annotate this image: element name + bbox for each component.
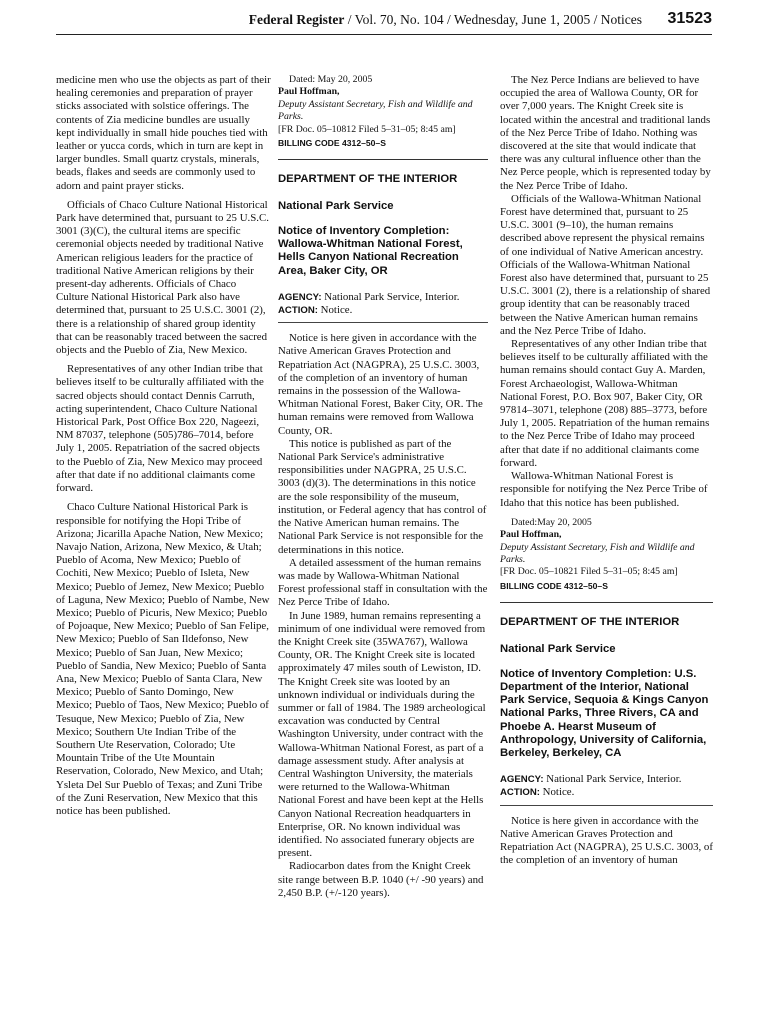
- fr-doc-line: [FR Doc. 05–10812 Filed 5–31–05; 8:45 am]: [278, 123, 456, 135]
- action-value: Notice.: [539, 786, 575, 799]
- billing-code: BILLING CODE 4312–50–S: [278, 138, 386, 149]
- paragraph: Radiocarbon dates from the Knight Creek site range between B.P. 1040 (+/ -90 years) and 2,450 B.P. (+/-120 years).: [278, 860, 484, 899]
- signer-name: Paul Hoffman,: [278, 86, 340, 98]
- agency-value: National Park Service, Interior.: [321, 290, 460, 303]
- field-divider: [500, 805, 713, 806]
- agency-label: AGENCY:: [500, 774, 544, 786]
- field-divider: [278, 322, 488, 323]
- journal-title: Federal Register: [248, 12, 345, 27]
- section-divider: [278, 159, 488, 160]
- signer-title: Deputy Assistant Secretary, Fish and Wildlife and Parks.: [278, 98, 473, 123]
- paragraph: The Nez Perce Indians are believed to have occupied the area of Wallowa County, OR for over 7,000 years. The Knight Creek site is located within the ancestral and traditional lands of the Nez Perce Tribe of Idaho. Nothing was discovered at the site that would indicate that there was any cultural influence other than the Nez Perce people, which is represented today by the Nez Perce Tribe of Idaho.: [500, 74, 711, 192]
- paragraph: In June 1989, human remains representing a minimum of one individual were removed from the Knight Creek site (35WA767), Wallowa County, OR. The Knight Creek site is located approximately 47 miles south of Lewiston, ID. The Knight Creek site was looted by an unknown individual or individuals during the summer or fall of 1984. The 1989 archeological excavation was conducted by Central Washington University, under contract with the Wallowa-Whitman National Forest, as part of a damage assessment study. After analysis at Central Washington University, the materials were returned to the Wallowa-Whitman National Forest and have been kept at the Hells Canyon National Recreation headquarters in Enterprise, OR. No known individual was identified. No associated funerary objects are present.: [278, 609, 486, 860]
- paragraph: Representatives of any other Indian tribe that believes itself to be culturally affiliated with the sacred objects should contact Dennis Carruth, acting superintendent, Chaco Culture National Historical Park, Post Office Box 220, Nageezi, NM 87037, telephone (505)786–7014, before July 1, 2005. Repatriation of the sacred objects to the Pueblo of Zia, New Mexico may proceed after that date if no additional claimants come forward.: [56, 363, 264, 495]
- agency-label: AGENCY:: [278, 291, 322, 303]
- column-middle: [278, 74, 488, 900]
- action-value: Notice.: [317, 304, 353, 317]
- action-label: ACTION:: [278, 305, 318, 317]
- agency-field: [278, 291, 488, 304]
- notice-title: Notice of Inventory Completion: U.S. Department of the Interior, National Park Service, Sequoia & Kings Canyon National Parks, Three Rivers, CA and Phoebe A. Hearst Museum of Anthropology, University of California, Berkeley, Berkeley, CA: [500, 667, 709, 759]
- paragraph: Wallowa-Whitman National Forest is responsible for notifying the Nez Perce Tribe of Idaho that this notice has been published.: [500, 470, 708, 509]
- fr-doc-line: [FR Doc. 05–10821 Filed 5–31–05; 8:45 am]: [500, 566, 678, 578]
- action-field: [500, 786, 713, 799]
- page-number: 31523: [667, 10, 712, 27]
- paragraph: Officials of the Wallowa-Whitman National Forest have determined that, pursuant to 25 U.S.C. 3001 (9–10), the human remains described above represent the physical remains of one individual of Native American ancestry. Officials of the Wallowa-Whitman National Forest also have determined that, pursuant to 25 U.S.C. 3001 (2), there is a relationship of shared group identity that can be reasonably traced between the Native American human remains and the Nez Perce Tribe of Idaho.: [500, 192, 711, 337]
- paragraph: Representatives of any other Indian tribe that believes itself to be culturally affiliated with the human remains should contact Guy A. Marden, Forest Archaeologist, Wallowa-Whitman National Forest, P.O. Box 907, Baker City, OR 97814–3071, telephone (208) 885–3773, before July 1, 2005. Repatriation of the human remains to the Nez Perce Tribe of Idaho may proceed after that date if no additional claimants come forward.: [500, 338, 710, 469]
- agency-heading: National Park Service: [278, 200, 394, 213]
- paragraph: This notice is published as part of the National Park Service's administrative responsibilities under NAGPRA, 25 U.S.C. 3003 (d)(3). The determinations in this notice are the sole responsibility of the museum, institution, or Federal agency that has control of the Native American human remains. The National Park Service is not responsible for the determinations in this notice.: [278, 437, 487, 556]
- paragraph: Chaco Culture National Historical Park is responsible for notifying the Hopi Tribe of Arizona; Jicarilla Apache Nation, New Mexico; Navajo Nation, Arizona, New Mexico, & Utah; Pueblo of Acoma, New Mexico; Pueblo of Cochiti, New Mexico; Pueblo of Isleta, New Mexico; Pueblo of Jemez, New Mexico; Pueblo of Laguna, New Mexico; Pueblo of Nambe, New Mexico; Pueblo of Picuris, New Mexico; Pueblo of Pojoaque, New Mexico; Pueblo of San Felipe, New Mexico; Pueblo of San Ildefonso, New Mexico; Pueblo of San Juan, New Mexico; Pueblo of Sandia, New Mexico; Pueblo of Santa Ana, New Mexico; Pueblo of Santa Clara, New Mexico; Pueblo of Santo Domingo, New Mexico; Pueblo of Taos, New Mexico; Pueblo of Tesuque, New Mexico; Pueblo of Zia, New Mexico; Southern Ute Indian Tribe of the Southern Ute Reservation, Colorado; Ute Mountain Tribe of the Ute Mountain Reservation, Colorado, New Mexico, and Utah; Ysleta Del Sur Pueblo of Texas; and Zuni Tribe of the Zuni Reservation, New Mexico that this notice has been published.: [56, 501, 270, 817]
- action-label: ACTION:: [500, 787, 540, 799]
- department-heading: DEPARTMENT OF THE INTERIOR: [500, 615, 680, 628]
- signer-title: Deputy Assistant Secretary, Fish and Wildlife and Parks.: [500, 541, 695, 565]
- paragraph: medicine men who use the objects as part of their healing ceremonies and preparation of prayer sticks associated with solstice offerings. The contents of Zia medicine bundles are usually kept individually in small hide pouches tied with leather or yucca cords, which in turn are kept in larger bundles. Small quartz crystals, minerals, beads, flakes and seeds are commonly used to adorn and paint prayer sticks.: [56, 74, 271, 192]
- dated-line: Dated:May 20, 2005: [511, 516, 592, 528]
- paragraph: Notice is here given in accordance with the Native American Graves Protection and Repatriation Act (NAGPRA), 25 U.S.C. 3003, of the completion of an inventory of human remains in the possession of the Wallowa-Whitman National Forest, Baker City, OR. The human remains were removed from Wallowa County, OR.: [278, 332, 483, 437]
- agency-value: National Park Service, Interior.: [543, 773, 682, 786]
- billing-code: BILLING CODE 4312–50–S: [500, 580, 608, 591]
- department-heading: DEPARTMENT OF THE INTERIOR: [278, 173, 458, 186]
- agency-field: [500, 773, 713, 786]
- column-left: [56, 74, 271, 818]
- dated-line: Dated: May 20, 2005: [289, 74, 373, 85]
- issue-info: / Vol. 70, No. 104 / Wednesday, June 1, 2005 / Notices: [344, 12, 642, 27]
- header-citation: [249, 12, 642, 28]
- paragraph: Notice is here given in accordance with the Native American Graves Protection and Repatriation Act (NAGPRA), 25 U.S.C. 3003, of the completion of an inventory of human: [500, 814, 713, 867]
- signer-name: Paul Hoffman,: [500, 529, 562, 541]
- notice-title: Notice of Inventory Completion: Wallowa-Whitman National Forest, Hells Canyon National Recreation Area, Baker City, OR: [278, 225, 463, 277]
- paragraph: A detailed assessment of the human remains was made by Wallowa-Whitman National Forest professional staff in consultation with the Nez Perce Tribe of Idaho.: [278, 556, 488, 609]
- column-right: [500, 74, 713, 867]
- agency-heading: National Park Service: [500, 642, 616, 655]
- paragraph: Officials of Chaco Culture National Historical Park have determined that, pursuant to 25 U.S.C. 3001 (3)(C), the cultural items are specific ceremonial objects needed by traditional Native American religious leaders for the practice of traditional Native American religions by their present-day adherents. Officials of Chaco Culture National Historical Park also have determined that, pursuant to 25 U.S.C. 3001 (2), there is a relationship of shared group identity that can be reasonably traced between the sacred objects and the Pueblo of Zia, New Mexico.: [56, 198, 269, 357]
- section-divider: [500, 602, 713, 603]
- action-field: [278, 304, 488, 317]
- page-header: [56, 10, 712, 35]
